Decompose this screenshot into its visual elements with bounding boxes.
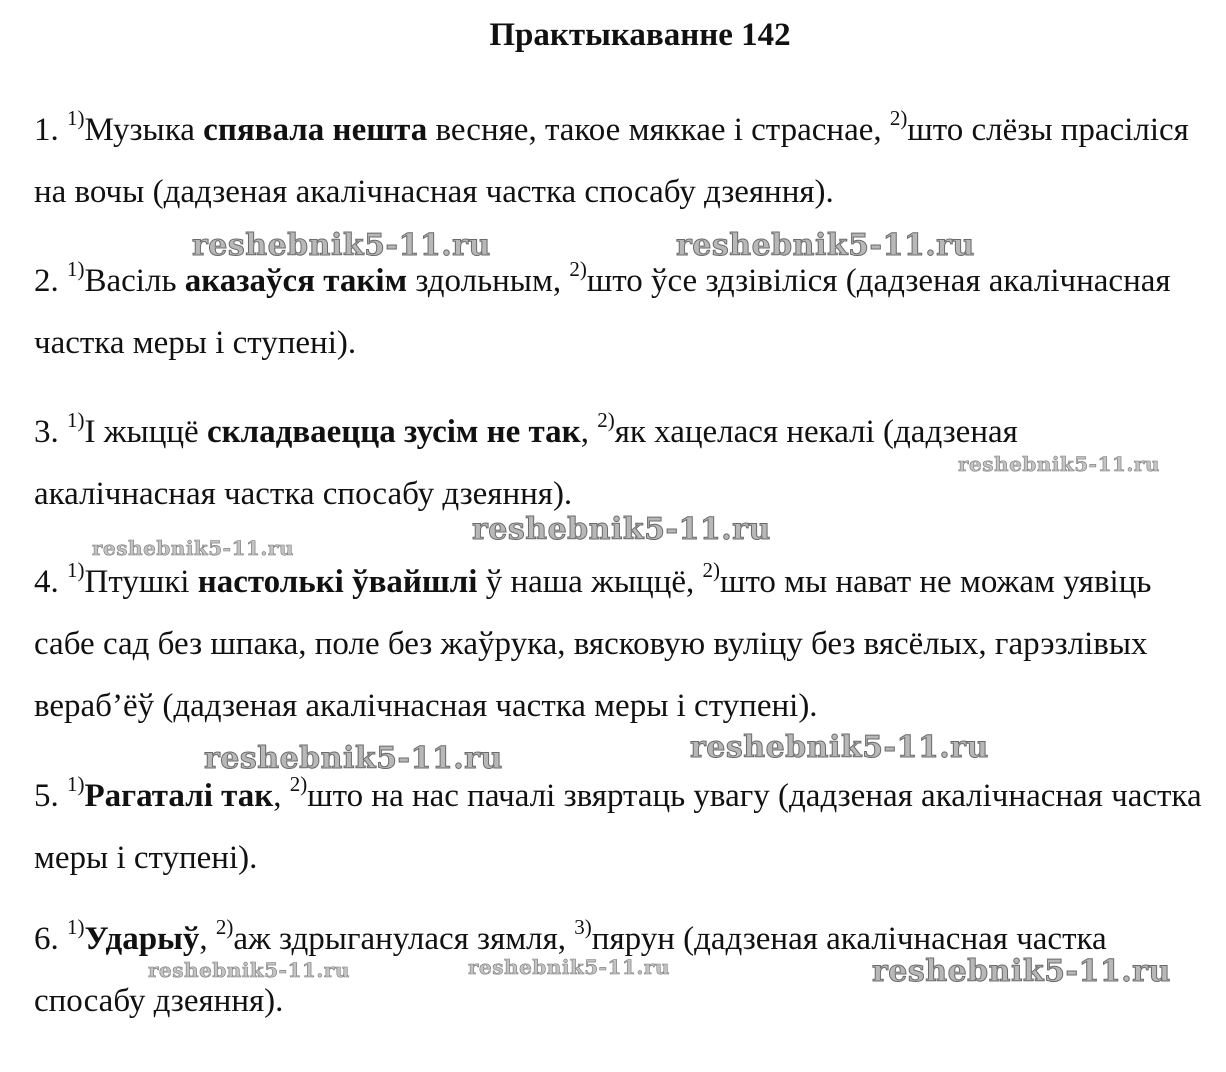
- sentence-2: [34, 250, 1206, 374]
- clause-marker: 2): [889, 106, 908, 130]
- clause-marker: 2): [569, 257, 587, 281]
- sentence-4: [34, 551, 1206, 737]
- text: здольным,: [407, 263, 570, 299]
- main-clause-highlight: настолькі ўвайшлі: [197, 564, 478, 600]
- item-number: 5.: [34, 778, 59, 814]
- watermark: reshebnik5-11.ru: [958, 452, 1160, 476]
- clause-marker: 2): [597, 408, 615, 432]
- main-clause-highlight: аказаўся такім: [184, 263, 408, 299]
- main-clause-highlight: Рагаталі так: [84, 778, 274, 814]
- text: весняе, такое мяккае і страснае,: [427, 112, 890, 148]
- clause-marker: 1): [67, 257, 85, 281]
- watermark: reshebnik5-11.ru: [192, 228, 491, 263]
- text: што слёзы прасіліся на вочы (дадзеная акалічнасная частка спосабу дзеяння).: [34, 112, 1189, 210]
- text: Птушкі: [84, 564, 198, 600]
- watermark: reshebnik5-11.ru: [872, 954, 1171, 989]
- watermark: reshebnik5-11.ru: [472, 512, 771, 547]
- text: Музыка: [84, 112, 204, 148]
- clause-marker: 1): [67, 408, 85, 432]
- clause-marker: 3): [574, 915, 592, 939]
- text: што ўсе здзівіліся (дадзеная акалічнасная частка меры і ступені).: [34, 263, 1171, 361]
- watermark: reshebnik5-11.ru: [148, 958, 350, 982]
- watermark: reshebnik5-11.ru: [92, 536, 294, 560]
- text: пярун (дадзеная акалічнасная частка спосабу дзеяння).: [34, 921, 1107, 1019]
- text: ,: [580, 414, 598, 450]
- clause-marker: 2): [215, 915, 234, 939]
- item-number: 4.: [34, 564, 59, 600]
- clause-marker: 1): [67, 558, 85, 582]
- main-clause-highlight: Ударыў: [84, 921, 200, 957]
- text: аж здрыганулася зямля,: [233, 921, 575, 957]
- sentence-5: [34, 765, 1206, 889]
- sentence-1: [34, 99, 1206, 223]
- clause-marker: 2): [289, 772, 308, 796]
- watermark: reshebnik5-11.ru: [676, 228, 975, 263]
- clause-marker: 1): [67, 106, 85, 130]
- text: Васіль: [84, 263, 185, 299]
- text: ў наша жыццё,: [477, 564, 703, 600]
- item-number: 6.: [34, 921, 59, 957]
- watermark: reshebnik5-11.ru: [690, 730, 989, 765]
- item-number: 3.: [34, 414, 59, 450]
- item-number: 1.: [34, 112, 59, 148]
- text: ,: [199, 921, 216, 957]
- watermark: reshebnik5-11.ru: [204, 741, 503, 776]
- clause-marker: 2): [702, 558, 721, 582]
- page-title: Практыкаванне 142: [489, 17, 791, 53]
- text: што на нас пачалі звяртаць увагу (дадзеная акалічнасная частка меры і ступені).: [34, 778, 1202, 876]
- main-clause-highlight: спявала нешта: [203, 112, 428, 148]
- watermark: reshebnik5-11.ru: [468, 955, 670, 979]
- text: І жыццё: [84, 414, 207, 450]
- main-clause-highlight: складваецца зусім не так: [206, 414, 581, 450]
- item-number: 2.: [34, 263, 59, 299]
- text: як хацелася некалі (дадзеная акалічнасная частка спосабу дзеяння).: [34, 414, 1018, 512]
- text: што мы нават не можам уявіць сабе сад без шпака, поле без жаўрука, вясковую вуліцу без вясёлых, гарэзлівых вераб’ёў (дадзеная акалічнасная частка меры і ступені).: [34, 564, 1152, 724]
- clause-marker: 1): [67, 772, 85, 796]
- clause-marker: 1): [67, 915, 85, 939]
- text: ,: [273, 778, 290, 814]
